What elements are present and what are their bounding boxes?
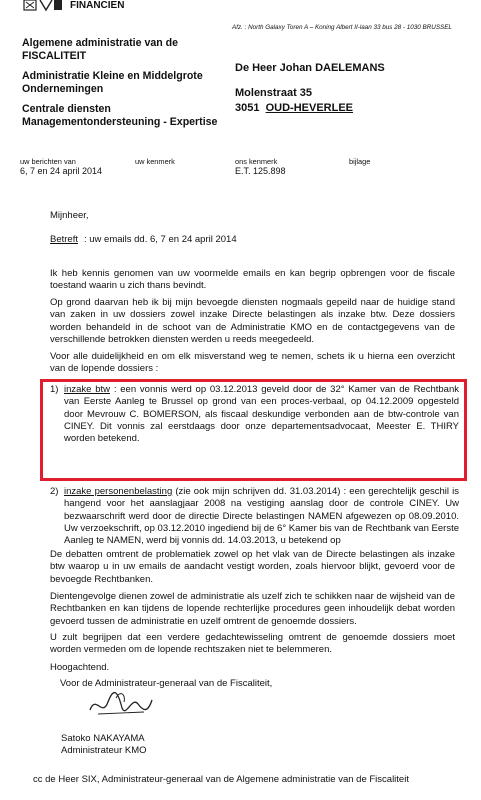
our-ref-label: ons kenmerk	[235, 157, 278, 166]
your-letters-label: uw berichten van	[20, 157, 76, 166]
recipient-postcode: 3051	[235, 102, 260, 114]
sender-dept-line-6: Managementondersteuning - Expertise	[22, 116, 218, 128]
paragraph-3	[50, 351, 455, 376]
sender-return-address: Afz. : North Galaxy Toren A – Koning Albert II-laan 33 bus 28 - 1030 BRUSSEL	[232, 24, 452, 31]
signature	[86, 688, 156, 722]
your-letters-value: 6, 7 en 24 april 2014	[20, 166, 103, 176]
paragraph-5	[50, 591, 455, 628]
paragraph-5-text: Dientengevolge dienen zowel de administratie als uzelf zich te schikken naar de wijsheid van de Rechtbanken en kan tijdens de lopende rechterlijke procedures geen inhoudelijk debat worden gevoerd tussen de administratie en uzelf omtrent de genoemde dossiers.	[50, 591, 455, 627]
your-ref-label: uw kenmerk	[135, 157, 175, 166]
sender-dept-line-2: FISCALITEIT	[22, 50, 87, 62]
on-behalf-line: Voor de Administrateur-generaal van de Fiscaliteit,	[60, 678, 273, 689]
item-2-number: 2)	[50, 486, 59, 497]
sender-dept-line-4: Ondernemingen	[22, 83, 104, 95]
subject-text: : uw emails dd. 6, 7 en 24 april 2014	[84, 234, 237, 245]
enclosure-label: bijlage	[349, 157, 371, 166]
subject-line	[50, 234, 237, 245]
signer-name: Satoko NAKAYAMA	[61, 733, 145, 744]
item-2	[64, 486, 459, 547]
paragraph-6-text: U zult begrijpen dat een verdere gedachtewisseling omtrent de genoemde dossiers moet worden vermeden om de lopende rechtszaken niet te belemmeren.	[50, 632, 455, 656]
item-1	[64, 384, 459, 445]
ministry-line-2: FINANCIEN	[70, 0, 125, 11]
paragraph-4-text: De debatten omtrent de problematiek zowel op het vlak van de Directe belastingen als inzake btw waarop u in uw emails de aandacht vestigt worden, zoals hiervoor blijkt, gevoerd voor de bevoegde Rechtbanken.	[50, 549, 455, 585]
ministry-name	[70, 0, 124, 11]
subject-label: Betreft	[50, 234, 78, 245]
sender-dept-line-3: Administratie Kleine en Middelgrote	[22, 70, 203, 82]
item-1-heading: inzake btw	[64, 384, 111, 395]
paragraph-3-text: Voor alle duidelijkheid en om elk misverstand weg te nemen, schets ik u hierna een overzicht van de lopende dossiers :	[50, 351, 455, 375]
paragraph-1	[50, 268, 455, 293]
item-2-text: (zie ook mijn schrijven dd. 31.03.2014) : een gerechtelijk geschil is hangend voor het aanslagjaar 2008 na vestiging aanslag door de controle CINEY. Uw bezwaarschrift werd door de directie Directe belastingen NAMEN afgewezen op 08.09.2010. Uw verzoekschrift, op 03.12.2010 ingediend bij de 6° Kamer bis van de Rechtbank van Eerste Aanleg te NAMEN, werd bij vonnis dd. 14.03.2013, u betekend op	[64, 486, 459, 547]
sender-dept-line-5: Centrale diensten	[22, 103, 111, 115]
salutation: Mijnheer,	[50, 210, 89, 221]
sender-dept-line-1: Algemene administratie van de	[22, 37, 179, 49]
recipient-street: Molenstraat 35	[235, 87, 313, 99]
item-1-number: 1)	[50, 384, 59, 395]
item-1-text: : een vonnis werd op 03.12.2013 geveld door de 32° Kamer van de Rechtbank van Eerste Aanleg te Brussel op grond van een proces-verbaal, op 04.12.2009 opgesteld door Mevrouw C. BOMERSON, als fiscaal deskundige verbonden aan de btw-controle van CINEY. Dit vonnis zal eerstdaags door onze departementsadvocaat, Meester E. THIRY worden betekend.	[64, 384, 459, 445]
paragraph-1-text: Ik heb kennis genomen van uw voormelde emails en kan begrip opbrengen voor de fiscale toestand waarin u zich thans bevindt.	[50, 268, 455, 292]
ministry-logo	[22, 0, 64, 18]
paragraph-2-text: Op grond daarvan heb ik bij mijn bevoegde diensten nogmaals gepeild naar de huidige stand van zaken in uw dossiers zowel inzake Directe belastingen als inzake btw. Deze dossiers worden behandeld in de schoot van de Administratie KMO en de contactgegevens van de verschillende betrokken diensten werden u reeds meegedeeld.	[50, 297, 455, 345]
paragraph-4	[50, 549, 455, 586]
recipient-name: De Heer Johan DAELEMANS	[235, 62, 385, 74]
recipient-city: OUD-HEVERLEE	[265, 102, 354, 114]
closing: Hoogachtend.	[50, 662, 110, 673]
signer-block	[61, 733, 147, 757]
cc-line: cc de Heer SIX, Administrateur-generaal van de Algemene administratie van de Fiscaliteit	[33, 774, 409, 785]
paragraph-2	[50, 297, 455, 346]
our-ref-value: E.T. 125.898	[235, 166, 286, 176]
signer-title: Administrateur KMO	[61, 745, 147, 756]
item-2-heading: inzake personenbelasting	[64, 486, 173, 497]
paragraph-6	[50, 632, 455, 657]
recipient-city-line	[235, 101, 353, 116]
